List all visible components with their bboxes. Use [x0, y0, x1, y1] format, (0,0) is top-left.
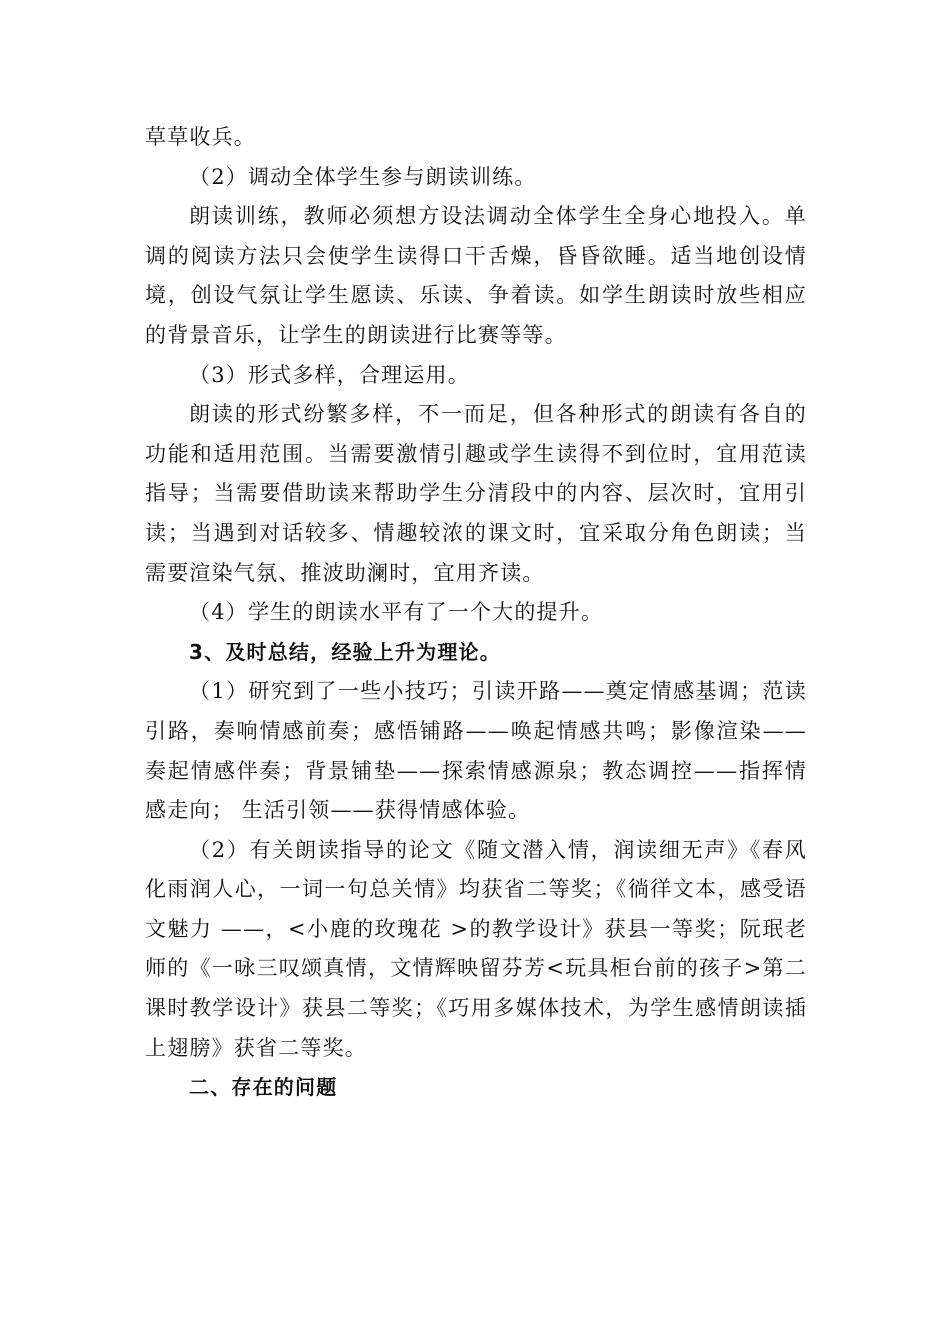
paragraph-continuation: 草草收兵。	[145, 125, 256, 149]
document-body	[145, 118, 807, 1108]
paragraph-papers: （2）有关朗读指导的论文《随文潜入情，润读细无声》《春风化雨润人心，一词一句总关情》均获省二等奖；《徜徉文本，感受语文魅力 ——，<小鹿的玫瑰花 >的教学设计》获县一等奖；阮珉老师的《一咏三叹颂真情，文情辉映留芬芳<玩具柜台前的孩子>第二课时教学设计》获县二等奖；《巧用多媒体技术，为学生感情朗读插上翅膀》获省二等奖。	[145, 837, 807, 1060]
paragraph-reading-forms: 朗读的形式纷繁多样，不一而足，但各种形式的朗读有各自的功能和适用范围。当需要激情引趣或学生读得不到位时，宜用范读指导；当需要借助读来帮助学生分清段中的内容、层次时，宜用引读；当遇到对话较多、情趣较浓的课文时，宜采取分角色朗读；当需要渲染气氛、推波助澜时，宜用齐读。	[145, 402, 807, 585]
item-heading-2: （2）调动全体学生参与朗读训练。	[189, 164, 537, 189]
item-heading-4: （4）学生的朗读水平有了一个大的提升。	[189, 600, 604, 625]
section-heading-problems: 二、存在的问题	[189, 1075, 338, 1100]
paragraph-reading-training: 朗读训练，教师必须想方设法调动全体学生全身心地投入。单调的阅读方法只会使学生读得口干舌燥，昏昏欲睡。适当地创设情境，创设气氛让学生愿读、乐读、争着读。如学生朗读时放些相应的背景音乐，让学生的朗读进行比赛等等。	[145, 204, 807, 347]
item-heading-3: （3）形式多样，合理运用。	[189, 362, 470, 387]
paragraph-techniques: （1）研究到了一些小技巧；引读开路——奠定情感基调；范读引路，奏响情感前奏；感悟铺路——唤起情感共鸣；影像渲染——奏起情感伴奏；背景铺垫——探索情感源泉；教态调控——指挥情感走向； 生活引领——获得情感体验。	[145, 679, 807, 823]
section-heading-3: 3、及时总结，经验上升为理论。	[189, 639, 501, 664]
